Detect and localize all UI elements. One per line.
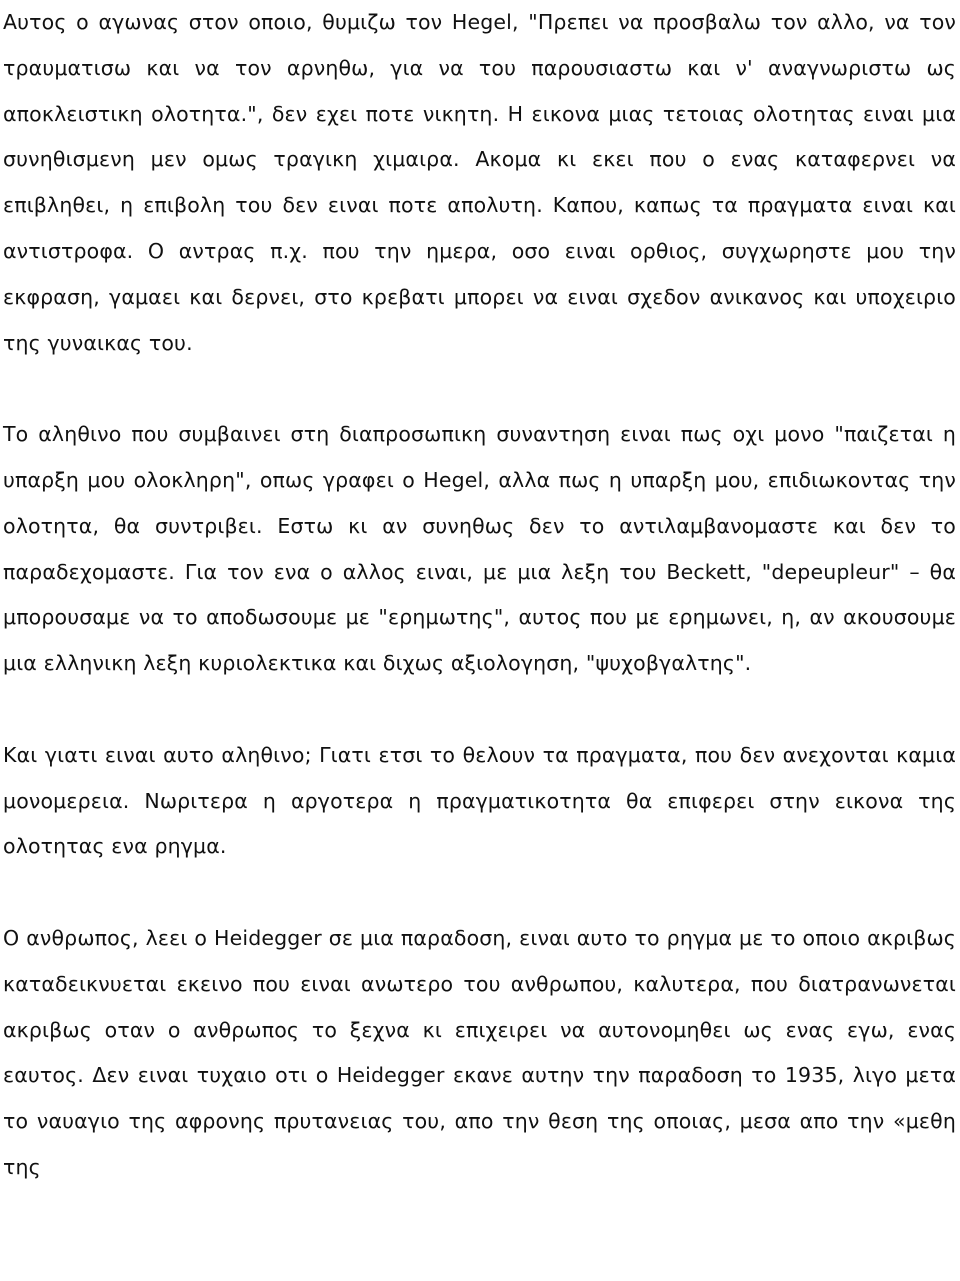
document-page (3, 0, 956, 1191)
paragraph-interpersonal-encounter: Το αληθινο που συμβαινει στη διαπροσωπικη συναντηση ειναι πως οχι μονο "παιζεται η υπαρξη μου ολοκληρη", οπως γραφει ο Hegel, αλλα πως η υπαρξη μου, επιδιωκοντας την ολοτητα, θα συντριβει. Εστω κι αν συνηθως δεν το αντιλαμβανομαστε και δεν το παραδεχομαστε. Για τον ενα ο αλλος ειναι, με μια λεξη του Beckett, "depeupleur" – θα μπορουσαμε να το αποδωσουμε με "ερημωτης", αυτος που με ερημωνει, η, αν ακουσουμε μια ελληνικη λεξη κυριολεκτικα και διχως αξιολογηση, "ψυχοβγαλτης". (3, 422, 956, 676)
paragraph-hegel-struggle: Αυτος ο αγωνας στον οποιο, θυμιζω τον Hegel, "Πρεπει να προσβαλω τον αλλο, να τον τραυματισω και να τον αρνηθω, για να του παρουσιαστω και ν' αναγνωριστω ως αποκλειστικη ολοτητα.", δεν εχει ποτε νικητη. Η εικονα μιας τετοιας ολοτητας ειναι μια συνηθισμενη μεν ομως τραγικη χιμαιρα. Ακομα κι εκει που ο ενας καταφερνει να επιβληθει, η επιβολη του δεν ειναι ποτε απολυτη. Καπου, καπως τα πραγματα ειναι και αντιστροφα. Ο αντρας π.χ. που την ημερα, οσο ειναι ορθιος, συγχωρηστε μου την εκφραση, γαμαει και δερνει, στο κρεβατι μπορει να ειναι σχεδον ανικανος και υποχειριο της γυναικας του. (3, 10, 956, 355)
paragraph-heidegger-rupture: Ο ανθρωπος, λεει ο Heidegger σε μια παραδοση, ειναι αυτο το ρηγμα με το οποιο ακριβως καταδεικνυεται εκεινο που ειναι ανωτερο του ανθρωπου, καλυτερα, που διατρανωνεται ακριβως οταν ο ανθρωπος το ξεχνα κι επιχειρει να αυτονομηθει ως ενας εγω, ενας εαυτος. Δεν ειναι τυχαιο οτι ο Heidegger εκανε αυτην την παραδοση το 1935, λιγο μετα το ναυαγιο της αφρονης πρυτανειας του, απο την θεση της οποιας, μεσα απο την «μεθη της (3, 925, 956, 1179)
paragraph-why-true: Και γιατι ειναι αυτο αληθινο; Γιατι ετσι το θελουν τα πραγματα, που δεν ανεχονται καμια μονομερεια. Νωριτερα η αργοτερα η πραγματικοτητα θα επιφερει στην εικονα της ολοτητας ενα ρηγμα. (3, 742, 956, 859)
